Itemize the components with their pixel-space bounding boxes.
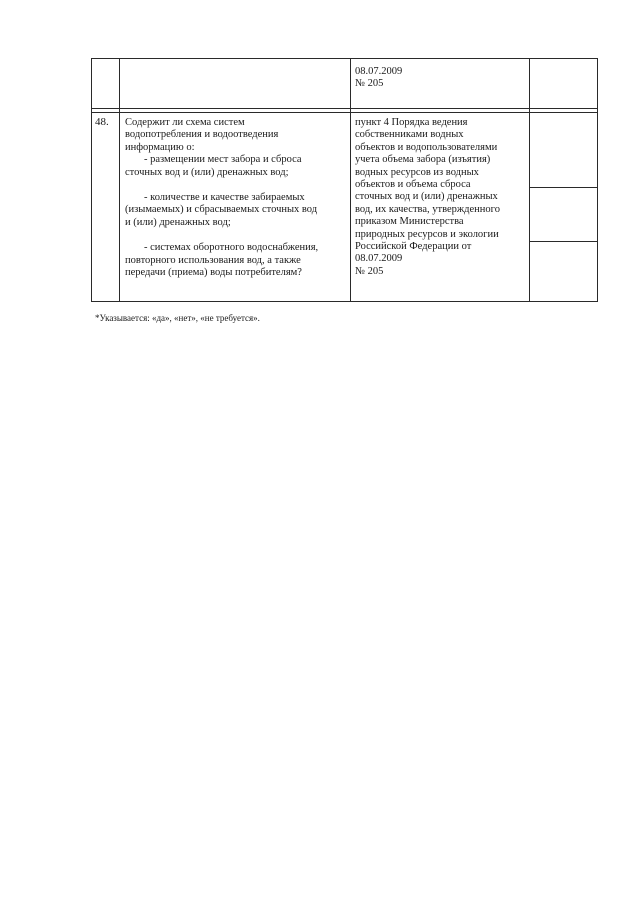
question-text: информацию о:	[125, 141, 195, 153]
question-cell	[125, 117, 318, 279]
table-border-left	[91, 58, 92, 302]
question-text: Содержит ли схема систем	[125, 117, 245, 128]
footnote: *Указывается: «да», «нет», «не требуется».	[95, 313, 260, 323]
question-item: сточных вод и (или) дренажных вод;	[125, 166, 289, 178]
question-item: - количестве и качестве забираемых	[144, 192, 305, 204]
column-divider	[119, 58, 120, 302]
question-item: повторного использования вод, а также	[125, 254, 301, 266]
legal-basis-cell	[355, 117, 500, 278]
checklist-table	[91, 58, 598, 302]
question-text: водопотребления и водоотведения	[125, 129, 279, 141]
legal-basis-text: приказом Министерства	[355, 216, 464, 228]
legal-basis-text: собственниками водных	[355, 129, 464, 141]
legal-basis-text: № 205	[355, 265, 384, 277]
legal-basis-text: объектов и водопользователями	[355, 141, 498, 153]
legal-basis-text: сточных вод и (или) дренажных	[355, 191, 498, 203]
legal-basis-text: Российской Федерации от	[355, 241, 472, 253]
question-item: - размещении мест забора и сброса	[144, 154, 302, 166]
row-divider	[91, 108, 598, 109]
legal-basis-cell	[355, 66, 402, 91]
answer-divider	[529, 187, 598, 188]
answer-divider	[529, 241, 598, 242]
legal-basis-text: водных ресурсов из водных	[355, 166, 479, 178]
question-item: передачи (приема) воды потребителям?	[125, 267, 302, 279]
legal-basis-text: объектов и объема сброса	[355, 179, 471, 191]
table-border-bottom	[91, 301, 598, 302]
table-border-top	[91, 58, 598, 59]
order-number-text: № 205	[355, 78, 384, 90]
question-item: - системах оборотного водоснабжения,	[144, 242, 319, 254]
column-divider	[529, 58, 530, 302]
date-text: 08.07.2009	[355, 66, 403, 77]
legal-basis-text: 08.07.2009	[355, 253, 403, 265]
legal-basis-text: пункт 4 Порядка ведения	[355, 117, 468, 128]
legal-basis-text: вод, их качества, утвержденного	[355, 203, 500, 215]
table-border-right	[597, 58, 598, 302]
row-divider	[91, 112, 598, 113]
row-number: 48.	[95, 116, 109, 128]
question-item: и (или) дренажных вод;	[125, 216, 231, 228]
column-divider	[350, 58, 351, 302]
legal-basis-text: природных ресурсов и экологии	[355, 228, 499, 240]
legal-basis-text: учета объема забора (изъятия)	[355, 154, 491, 166]
question-item: (изымаемых) и сбрасываемых сточных вод	[125, 204, 318, 216]
